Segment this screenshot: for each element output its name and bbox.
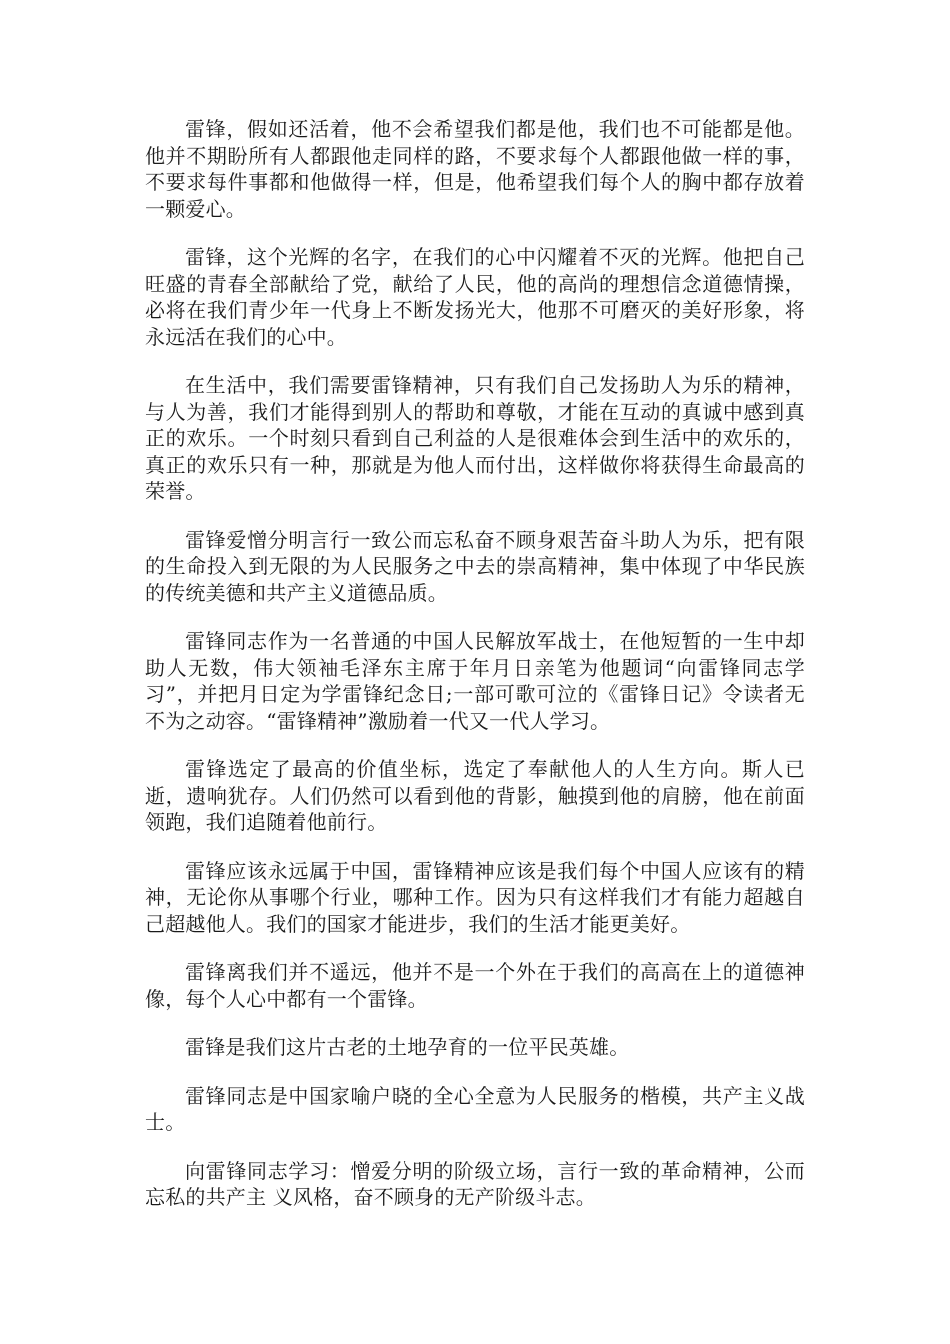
paragraph-2: 雷锋，这个光辉的名字，在我们的心中闪耀着不灭的光辉。他把自己旺盛的青春全部献给了党，献给了人民，他的高尚的理想信念道德情操，必将在我们青少年一代身上不断发扬光大，他那不可磨灭的美好形象，将永远活在我们的心中。 (145, 245, 805, 349)
paragraph-9: 雷锋是我们这片古老的土地孕育的一位平民英雄。 (185, 1035, 630, 1059)
paragraph-1: 雷锋，假如还活着，他不会希望我们都是他，我们也不可能都是他。他并不期盼所有人都跟他走同样的路，不要求每个人都跟他做一样的事，不要求每件事都和他做得一样，但是，他希望我们每个人的胸中都存放着一颗爱心。 (145, 117, 805, 221)
paragraph-5: 雷锋同志作为一名普通的中国人民解放军战士，在他短暂的一生中却助人无数，伟大领袖毛泽东主席于年月日亲笔为他题词“向雷锋同志学习”，并把月日定为学雷锋纪念日;一部可歌可泣的《雷锋日记》令读者无不为之动容。“雷锋精神”激励着一代又一代人学习。 (145, 629, 805, 733)
document-body (145, 116, 805, 1233)
paragraph-6: 雷锋选定了最高的价值坐标，选定了奉献他人的人生方向。斯人已逝，遗响犹存。人们仍然可以看到他的背影，触摸到他的肩膀，他在前面领跑，我们追随着他前行。 (145, 757, 805, 834)
paragraph-11: 向雷锋同志学习：憎爱分明的阶级立场，言行一致的革命精神，公而忘私的共产主 义风格，奋不顾身的无产阶级斗志。 (145, 1158, 805, 1209)
paragraph-4: 雷锋爱憎分明言行一致公而忘私奋不顾身艰苦奋斗助人为乐，把有限的生命投入到无限的为人民服务之中去的崇高精神，集中体现了中华民族的传统美德和共产主义道德品质。 (145, 527, 805, 605)
paragraph-7: 雷锋应该永远属于中国，雷锋精神应该是我们每个中国人应该有的精神，无论你从事哪个行业，哪种工作。因为只有这样我们才有能力超越自己超越他人。我们的国家才能进步，我们的生活才能更美好。 (145, 858, 805, 936)
paragraph-3: 在生活中，我们需要雷锋精神，只有我们自己发扬助人为乐的精神，与人为善，我们才能得到别人的帮助和尊敬，才能在互动的真诚中感到真正的欢乐。一个时刻只看到自己利益的人是很难体会到生活中的欢乐的，真正的欢乐只有一种，那就是为他人而付出，这样做你将获得生命最高的荣誉。 (145, 373, 805, 503)
paragraph-10: 雷锋同志是中国家喻户晓的全心全意为人民服务的楷模，共产主义战士。 (145, 1083, 805, 1134)
paragraph-8: 雷锋离我们并不遥远，他并不是一个外在于我们的高高在上的道德神像，每个人心中都有一个雷锋。 (145, 960, 805, 1011)
